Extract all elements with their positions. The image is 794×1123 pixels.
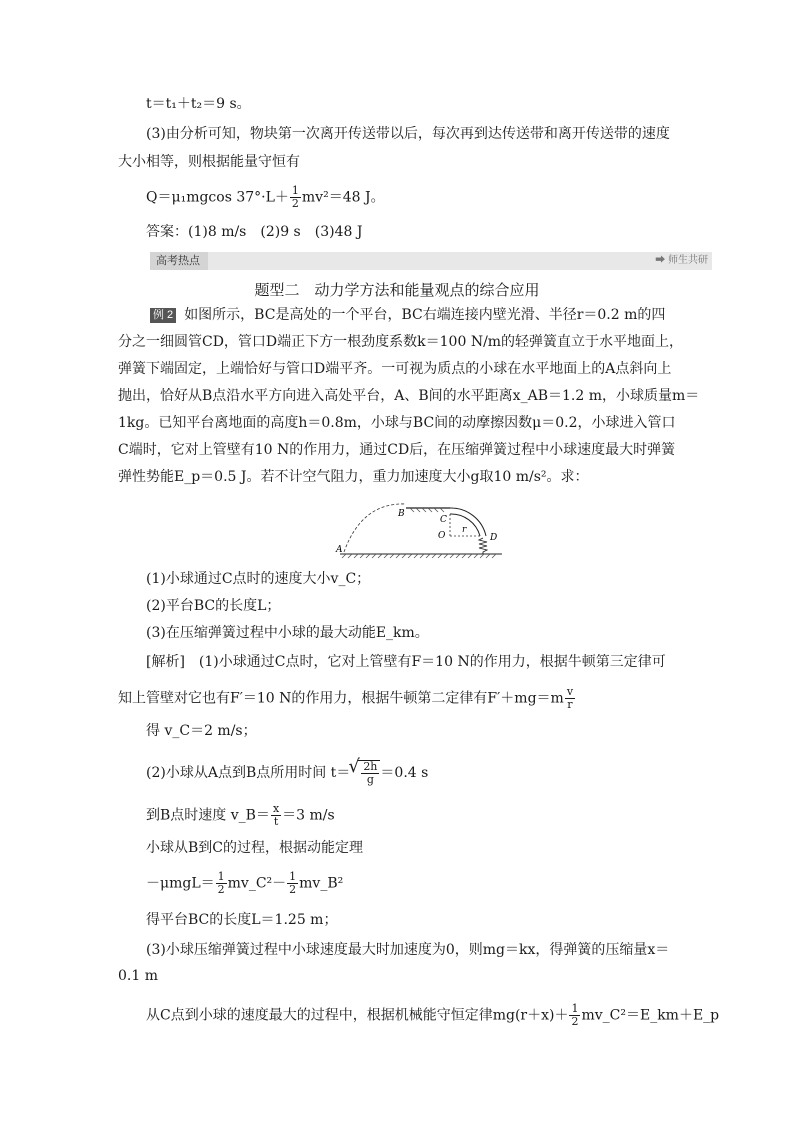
solution-text: 到B点时速度 v_B＝ (146, 807, 270, 824)
numerator: v (566, 685, 574, 698)
problem-line: 弹簧下端固定，上端恰好与管口D端平齐。一可视为质点的小球在水平地面上的A点斜向上 (118, 361, 672, 377)
question-line: (2)平台BC的长度L； (146, 598, 281, 614)
solution-text: mv_B² (299, 875, 344, 892)
solution-line: 得平台BC的长度L＝1.25 m； (146, 912, 338, 928)
banner-label: 高考热点 (150, 252, 208, 270)
label-c: C (440, 515, 447, 525)
example-tag: 例 2 (150, 308, 176, 323)
denominator: 2 (291, 197, 299, 210)
numerator: 1 (571, 1002, 579, 1015)
solution-line: 小球从B到C的过程，根据动能定理 (146, 840, 363, 856)
numerator: 1 (217, 870, 225, 883)
solution-line: (3)小球压缩弹簧过程中小球速度最大时加速度为0，则mg＝kx，得弹簧的压缩量x＝ (146, 942, 670, 958)
platform-bc (406, 508, 450, 512)
denominator: g (366, 773, 374, 786)
section-banner (150, 252, 712, 270)
denominator: 2 (571, 1015, 579, 1028)
solution-line: [解析] (1)小球通过C点时，它对上管壁有F＝10 N的作用力，根据牛顿第三定律可 (146, 654, 666, 670)
numerator: √ 2h (363, 760, 378, 773)
solution-text: 从C点到小球的速度最大的过程中，根据机械能守恒定律mg(r＋x)＋ (146, 1007, 569, 1024)
solution-line: 0.1 m (118, 968, 158, 984)
denominator: 2 (217, 883, 225, 896)
section-title: 题型二 动力学方法和能量观点的综合应用 (254, 281, 540, 299)
text-line: (3)由分析可知，物块第一次离开传送带以后，每次再到达传送带和离开传送带的速度 (146, 126, 670, 142)
question-line: (3)在压缩弹簧过程中小球的最大动能E_km。 (146, 625, 429, 641)
tube-outer (450, 508, 486, 536)
ground (340, 554, 502, 558)
denominator: r (567, 698, 573, 711)
answer-line: 答案：(1)8 m/s (2)9 s (3)48 J (146, 224, 363, 240)
equation-part: Q＝μ₁mgcos 37°·L＋ (146, 189, 289, 206)
fraction-half (290, 185, 301, 210)
problem-line: C端时，它对上管壁有10 N的作用力，通过CD后，在压缩弹簧过程中小球速度最大时弹簧 (118, 442, 676, 458)
text-line: 大小相等，则根据能量守恒有 (118, 154, 300, 170)
label-a: A (336, 545, 343, 555)
projectile-path (344, 504, 406, 552)
problem-line: 1kg。已知平台离地面的高度h＝0.8m，小球与BC间的动摩擦因数μ＝0.2，小球进入管口 (118, 415, 676, 431)
problem-text: 如图所示，BC是高处的一个平台，BC右端连接内壁光滑、半径r＝0.2 m的四 (184, 307, 666, 323)
denominator: t (273, 815, 279, 828)
solution-line (146, 803, 335, 828)
problem-line: 抛出，恰好从B点沿水平方向进入高处平台，A、B间的水平距离x_AB＝1.2 m，小球质量m＝ (118, 388, 700, 404)
fraction-v-over-r (565, 686, 575, 711)
solution-line: 得 v_C＝2 m/s； (146, 723, 257, 739)
spring (479, 538, 487, 554)
problem-line (150, 305, 665, 325)
fraction-half (216, 871, 227, 896)
solution-line (118, 686, 576, 711)
solution-text: ＝0.4 s (380, 765, 429, 781)
label-r: r (462, 525, 467, 535)
fraction-half (287, 871, 298, 896)
solution-line (146, 760, 428, 786)
fraction-2h-over-g (361, 761, 379, 786)
label-b: B (398, 509, 405, 519)
numerator: 1 (289, 870, 297, 883)
solution-text: 知上管壁对它也有F′＝10 N的作用力，根据牛顿第二定律有F′＋mg＝m (118, 690, 564, 707)
solution-text: (2)小球从A点到B点所用时间 t＝ (146, 765, 351, 781)
numerator: 1 (291, 184, 299, 197)
solution-text: －μmgL＝ (146, 875, 215, 892)
sqrt-expression (358, 760, 380, 786)
label-d: D (490, 533, 498, 543)
fraction-x-over-t (271, 803, 281, 828)
denominator: 2 (289, 883, 297, 896)
numerator: x (272, 802, 280, 815)
solution-text: mv_C²＝E_km＋E_p (581, 1007, 720, 1024)
problem-line: 弹性势能E_p＝0.5 J。若不计空气阻力，重力加速度大小g取10 m/s²。求： (118, 469, 589, 485)
energy-equation (146, 185, 385, 210)
text-line: t＝t₁＋t₂＝9 s。 (146, 96, 251, 112)
solution-text: ＝3 m/s (282, 807, 335, 824)
solution-line (146, 871, 343, 896)
label-o: O (438, 531, 446, 541)
banner-right-label: ➡ 师生共研 (655, 255, 708, 266)
problem-line: 分之一细圆管CD，管口D端正下方一根劲度系数k＝100 N/m的轻弹簧直立于水平地面上， (118, 334, 684, 350)
physics-diagram (332, 494, 512, 562)
solution-text: mv_C²－ (227, 875, 287, 892)
fraction-half (569, 1003, 580, 1028)
equation-part: mv²＝48 J。 (301, 189, 385, 206)
solution-line (146, 1003, 719, 1028)
question-line: (1)小球通过C点时的速度大小v_C； (146, 571, 371, 587)
